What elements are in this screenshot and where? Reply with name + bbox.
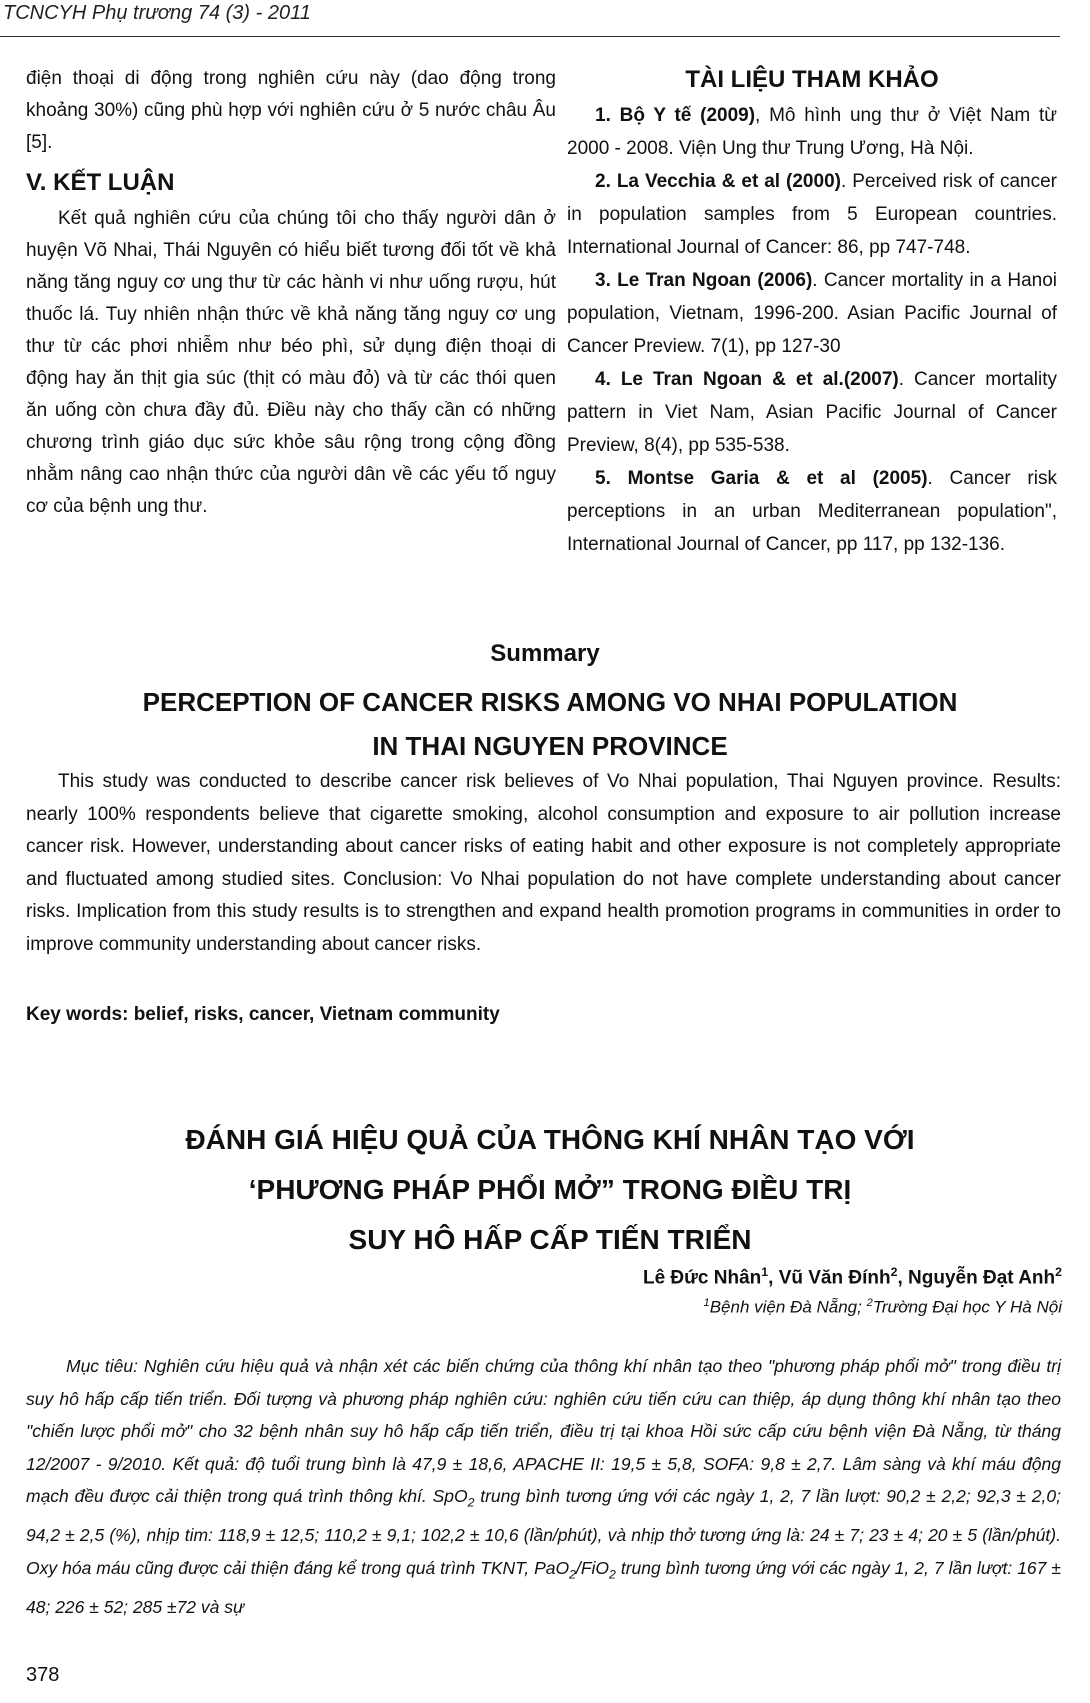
reference-author: Bộ Y tế (2009): [619, 105, 756, 126]
abstract: [26, 1350, 1061, 1623]
abstract-fragment: trung bình tương ứng với các ngày 1, 2, 7 lần lượt: 90,2 ± 2,2; 92,3 ± 2,0; 94,2 ± 2,5 (%), nhịp tim: 118,9 ± 12,5; 110,2 ± 9,1; 102,2 ± 10,6 (lần/phút), và nhịp thở tương ứng là: 24 ± 7; 23 ± 4; 20 ± 5 (lần/phút). Oxy hóa máu cũng được cải thiện đáng kể trong quá trình TKNT, PaO: [26, 1486, 1061, 1578]
abstract-subscript: 2: [609, 1567, 616, 1581]
left-column: [26, 63, 556, 523]
reference-text: , Mô hình ung thư ở Việt Nam từ 2000 - 2008. Viện Ung thư Trung Ương, Hà Nội.: [567, 105, 1058, 159]
affil-marker: 1: [703, 1297, 710, 1309]
reference-text: . Cancer mortality pattern in Viet Nam, Asian Pacific Journal of Cancer Preview, 8(4), pp 535-538.: [567, 369, 1057, 456]
continued-paragraph: điện thoại di động trong nghiên cứu này (dao động trong khoảng 30%) cũng phù hợp với nghiên cứu ở 5 nước châu Âu [5].: [26, 68, 556, 153]
summary-body: [26, 766, 1061, 961]
author-affil-marker: 2: [890, 1265, 898, 1279]
authors: Lê Đức Nhân$^1$, Vũ Văn Đính$^2$, Nguyễn Đạt Anh$^2$: [642, 1265, 1062, 1289]
article-title-line: ‘PHƯƠNG PHÁP PHỔI MỞ” TRONG ĐIỀU TRỊ: [248, 1174, 852, 1205]
references-column: [567, 63, 1057, 561]
reference-item: [567, 165, 1057, 264]
reference-number: 4.: [595, 369, 611, 390]
keywords: [26, 1004, 500, 1026]
reference-author: Le Tran Ngoan & et al.(2007): [620, 369, 899, 390]
abstract-subscript: 2: [569, 1567, 576, 1581]
summary-text: This study was conducted to describe cancer risk believes of Vo Nhai population, Thai Nguyen province. Results: nearly 100% respondents believe that cigarette smoking, alcohol consumption and exposure to air pollution increase cancer risk. However, understanding about cancer risks of eating habit and other exposure is not completely appropriate and fluctuated among studied sites. Conclusion: Vo Nhai population do not have complete understanding about cancer risks. Implication from this study results is to strengthen and expand health promotion programs in communities in order to improve community understanding about cancer risks.: [26, 771, 1061, 955]
abstract-text: [26, 1350, 1061, 1623]
author-name: Nguyễn Đạt Anh: [908, 1267, 1056, 1289]
reference-number: 3.: [595, 270, 611, 291]
affiliations: [704, 1297, 1062, 1318]
reference-author: La Vecchia & et al (2000): [616, 171, 841, 192]
reference-author: Le Tran Ngoan (2006): [617, 270, 813, 291]
summary-title-line: IN THAI NGUYEN PROVINCE: [372, 731, 728, 761]
abstract-subscript: 2: [467, 1495, 475, 1510]
reference-item: [567, 264, 1057, 363]
summary-label: Summary: [490, 640, 600, 667]
reference-item: [567, 363, 1057, 462]
author-name: Lê Đức Nhân: [642, 1267, 762, 1289]
abstract-fragment: /FiO: [575, 1557, 610, 1578]
author-name: Vũ Văn Đính: [778, 1267, 891, 1289]
reference-number: 1.: [595, 105, 611, 126]
reference-text: . Cancer risk perceptions in an urban Mediterranean population", International Journal of Cancer, pp 117, pp 132-136.: [567, 468, 1057, 555]
article-title-line: SUY HÔ HẤP CẤP TIẾN TRIỂN: [348, 1224, 752, 1255]
affil-name: Trường Đại học Y Hà Nội: [872, 1297, 1062, 1317]
abstract-fragment: trung bình tương ứng với các ngày 1, 2, 7 lần lượt: 167 ± 48; 226 ± 52; 285 ±72 và sự: [26, 1557, 1061, 1617]
reference-text: . Cancer mortality in a Hanoi population, Vietnam, 1996-200. Asian Pacific Journal of Cancer Preview. 7(1), pp 127-30: [567, 270, 1057, 357]
conclusion-heading: V. KẾT LUẬN: [26, 169, 175, 196]
reference-number: 2.: [595, 171, 611, 192]
summary-title: [60, 680, 1040, 768]
keywords-label: Key words:: [26, 1004, 129, 1025]
reference-author: Montse Garia & et al (2005): [627, 468, 928, 489]
article-title: [80, 1115, 1020, 1265]
affil-name: Bệnh viện Đà Nẵng;: [709, 1297, 862, 1317]
header-rule: [0, 36, 1060, 37]
article-title-line: ĐÁNH GIÁ HIỆU QUẢ CỦA THÔNG KHÍ NHÂN TẠO VỚI: [185, 1124, 915, 1155]
keywords-list: belief, risks, cancer, Vietnam community: [128, 1004, 500, 1025]
running-header: TCNCYH Phụ trương 74 (3) - 2011: [3, 2, 311, 24]
reference-item: [567, 99, 1057, 165]
reference-number: 5.: [595, 468, 611, 489]
abstract-fragment: Mục tiêu: Nghiên cứu hiệu quả và nhận xét các biến chứng của thông khí nhân tạo theo "phương pháp phổi mở" trong điều trị suy hô hấp cấp tiến triển. Đối tượng và phương pháp nghiên cứu: nghiên cứu tiến cứu can thiệp, áp dụng thông khí nhân tạo theo "chiến lược phổi mở" cho 32 bệnh nhân suy hô hấp cấp tiến triển, điều trị tại khoa Hồi sức cấp cứu bệnh viện Đà Nẵng, từ tháng 12/2007 - 9/2010. Kết quả: độ tuổi trung bình là 47,9 ± 18,6, APACHE II: 19,5 ± 5,8, SOFA: 9,8 ± 2,7. Lâm sàng và khí máu động mạch đều được cải thiện trong quá trình thông khí. SpO: [26, 1356, 1061, 1506]
author-affil-marker: 1: [761, 1265, 769, 1279]
reference-text: . Perceived risk of cancer in population samples from 5 European countries. International Journal of Cancer: 86, pp 747-748.: [567, 171, 1057, 258]
page-number: 378: [26, 1664, 60, 1686]
reference-item: [567, 462, 1057, 561]
references-heading: TÀI LIỆU THAM KHẢO: [685, 66, 939, 93]
summary-title-line: PERCEPTION OF CANCER RISKS AMONG VO NHAI POPULATION: [142, 687, 958, 717]
affil-marker: 2: [866, 1297, 873, 1309]
author-affil-marker: 2: [1055, 1265, 1062, 1279]
conclusion-paragraph: Kết quả nghiên cứu của chúng tôi cho thấy người dân ở huyện Võ Nhai, Thái Nguyên có hiểu biết tương đối tốt về khả năng tăng nguy cơ ung thư từ các hành vi như uống rượu, hút thuốc lá. Tuy nhiên nhận thức về khả năng tăng nguy cơ ung thư từ các phơi nhiễm như béo phì, sử dụng điện thoại di động hay ăn thịt gia súc (thịt có màu đỏ) và từ các thói quen ăn uống còn chưa đầy đủ. Điều này cho thấy cần có những chương trình giáo dục sức khỏe sâu rộng trong cộng đồng nhằm nâng cao nhận thức của người dân về các yếu tố nguy cơ của bệnh ung thư.: [26, 208, 556, 517]
